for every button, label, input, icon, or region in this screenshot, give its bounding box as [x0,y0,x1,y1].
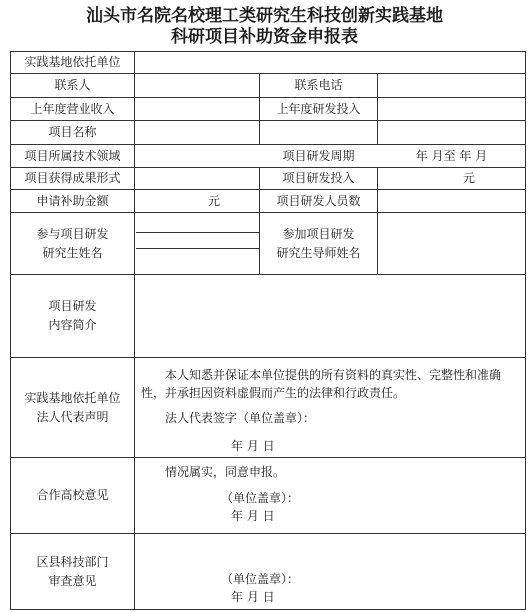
label-result-form: 项目获得成果形式 [24,171,121,185]
label-content [11,275,134,357]
label-tech-field: 项目所属技术领域 [24,148,121,163]
label-mentor-names [260,213,377,274]
host-unit-field[interactable] [135,52,525,73]
legal-sign-date: 年 月 日 [231,439,275,453]
content-field[interactable] [135,275,525,357]
district-date: 年 月 日 [231,590,275,604]
declaration-text: 本人知悉并保证本单位提供的所有资料的真实性、完整性和准确性，并承担因资料虚假而产生的法律和行政责任。 [141,368,502,400]
label-rd-invest-last: 上年度研发投入 [276,101,361,116]
form-title-line1: 汕头市名院名校理工类研究生科技创新实践基地 [86,6,443,26]
label-legal-rep-line1: 实践基地依托单位 [24,390,121,405]
district-seal-label: （单位盖章）： [221,572,300,586]
label-grad-names-line1: 参与项目研发 [36,226,109,241]
label-grad-names-line2: 研究生姓名 [42,245,103,260]
label-rd-period: 项目研发周期 [282,148,355,163]
label-university: 合作高校意见 [36,488,109,502]
form-title-line2: 科研项目补助资金申报表 [171,27,358,47]
label-mentor-names-line2: 研究生导师姓名 [276,245,361,260]
mentor-names-field[interactable] [378,213,525,274]
rd-invest-last-field[interactable] [378,98,525,120]
revenue-field[interactable] [135,98,259,120]
university-date: 年 月 日 [231,509,275,523]
label-mentor-names-line1: 参加项目研发 [282,226,355,241]
subsidy-field[interactable]: 元 [207,193,220,208]
rd-invest-field[interactable]: 元 [462,171,475,185]
label-host-unit: 实践基地依托单位 [24,55,121,69]
label-legal-rep [11,358,134,457]
phone-field[interactable] [378,74,525,97]
label-district [11,534,134,609]
legal-sign-label: 法人代表签字（单位盖章）： [165,411,316,425]
rd-staff-field[interactable] [378,190,525,212]
label-grad-names [11,213,134,274]
result-form-field[interactable] [135,168,259,189]
label-revenue: 上年度营业收入 [30,101,115,116]
rd-period-field[interactable]: 年 月至 年 月 [415,148,488,163]
university-seal-label: （单位盖章）： [221,491,300,505]
label-content-line1: 项目研发 [48,299,97,313]
label-content-line2: 内容简介 [48,318,97,332]
project-name-field[interactable] [135,121,525,144]
label-district-line1: 区县科技部门 [36,554,109,569]
label-rd-invest: 项目研发投入 [282,171,355,185]
contact-field[interactable] [135,74,259,97]
university-opinion-text: 情况属实，同意申报。 [165,465,286,479]
label-subsidy: 申请补助金额 [36,193,109,208]
label-rd-staff: 项目研发人员数 [276,193,361,208]
tech-field-field[interactable] [135,145,259,167]
label-phone: 联系电话 [294,78,343,92]
grad-names-field[interactable] [135,213,259,274]
label-contact: 联系人 [54,78,91,92]
label-district-line2: 审查意见 [48,573,97,588]
application-form-table [10,51,526,610]
label-legal-rep-line2: 法人代表声明 [36,409,109,424]
label-project-name: 项目名称 [48,125,97,139]
